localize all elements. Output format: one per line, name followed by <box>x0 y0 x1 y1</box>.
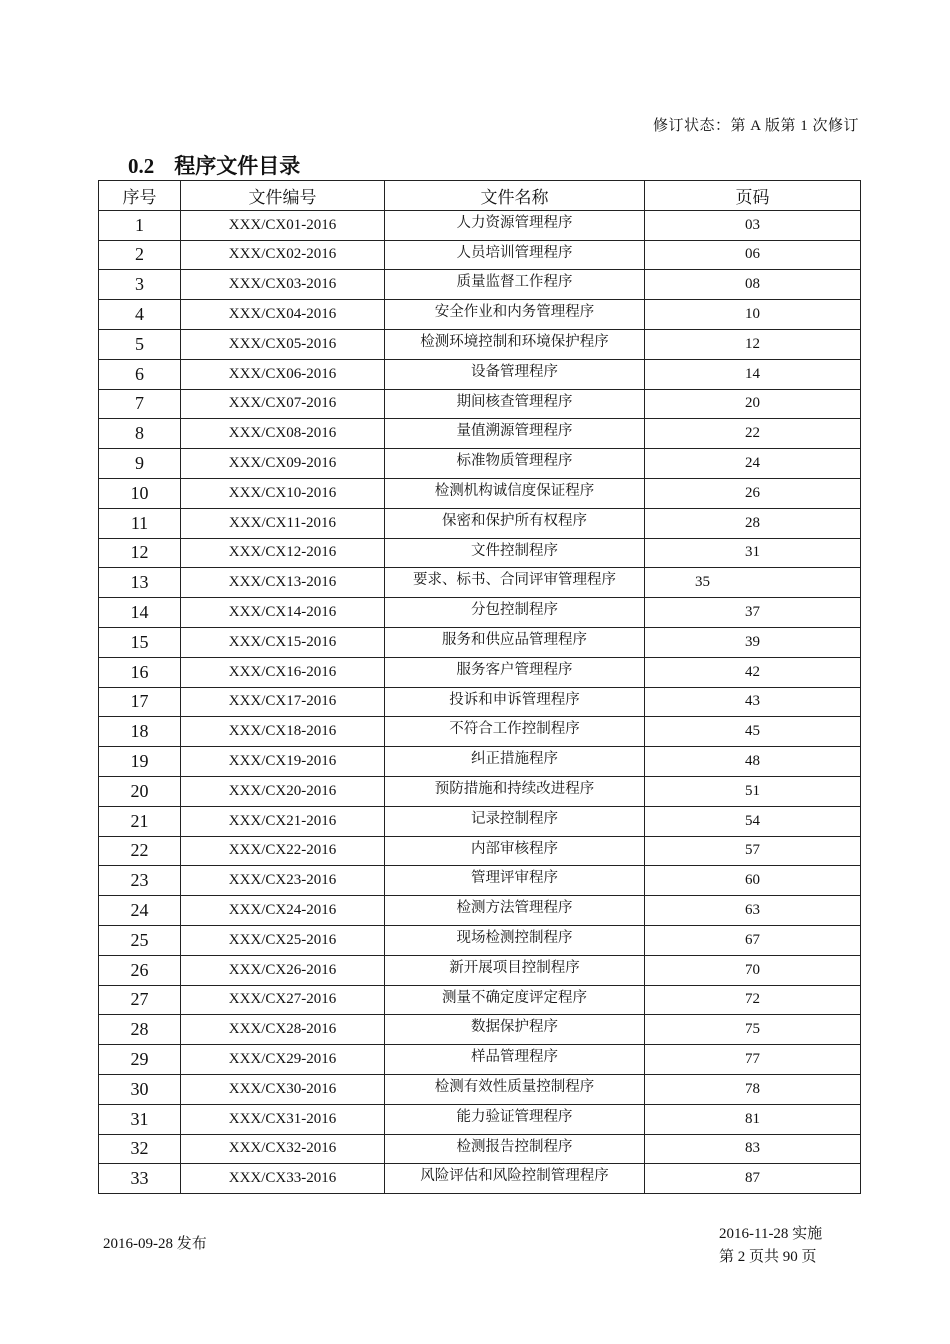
row-document-code: XXX/CX10-2016 <box>181 478 385 508</box>
row-document-code: XXX/CX02-2016 <box>181 240 385 270</box>
row-document-code: XXX/CX05-2016 <box>181 329 385 359</box>
row-document-name: 风险评估和风险控制管理程序 <box>385 1164 645 1194</box>
row-document-code: XXX/CX03-2016 <box>181 270 385 300</box>
row-document-code: XXX/CX32-2016 <box>181 1134 385 1164</box>
row-document-code: XXX/CX31-2016 <box>181 1104 385 1134</box>
row-document-code: XXX/CX20-2016 <box>181 776 385 806</box>
row-number: 25 <box>99 925 181 955</box>
row-number: 17 <box>99 687 181 717</box>
table-row <box>99 508 861 538</box>
row-page: 63 <box>645 896 861 926</box>
table-row <box>99 866 861 896</box>
row-document-name: 文件控制程序 <box>385 538 645 568</box>
row-number: 11 <box>99 508 181 538</box>
row-number: 18 <box>99 717 181 747</box>
row-page: 60 <box>645 866 861 896</box>
row-document-code: XXX/CX30-2016 <box>181 1074 385 1104</box>
page-number: 第 2 页共 90 页 <box>719 1249 817 1265</box>
row-document-name: 检测报告控制程序 <box>385 1134 645 1164</box>
row-number: 13 <box>99 568 181 598</box>
row-document-name: 分包控制程序 <box>385 598 645 628</box>
row-document-name: 服务客户管理程序 <box>385 657 645 687</box>
table-row <box>99 955 861 985</box>
row-document-name: 量值溯源管理程序 <box>385 419 645 449</box>
table-row <box>99 1164 861 1194</box>
row-number: 26 <box>99 955 181 985</box>
row-document-code: XXX/CX28-2016 <box>181 1015 385 1045</box>
row-document-code: XXX/CX33-2016 <box>181 1164 385 1194</box>
row-document-code: XXX/CX01-2016 <box>181 210 385 240</box>
row-document-name: 人员培训管理程序 <box>385 240 645 270</box>
row-number: 10 <box>99 478 181 508</box>
column-header-no: 序号 <box>99 181 181 211</box>
row-number: 2 <box>99 240 181 270</box>
row-document-name: 质量监督工作程序 <box>385 270 645 300</box>
section-title: 程序文件目录 <box>174 154 301 178</box>
row-number: 7 <box>99 389 181 419</box>
table-row <box>99 210 861 240</box>
row-page: 54 <box>645 806 861 836</box>
row-document-name: 样品管理程序 <box>385 1045 645 1075</box>
row-document-code: XXX/CX04-2016 <box>181 300 385 330</box>
row-document-code: XXX/CX13-2016 <box>181 568 385 598</box>
table-row <box>99 568 861 598</box>
row-number: 14 <box>99 598 181 628</box>
row-page: 28 <box>645 508 861 538</box>
row-number: 1 <box>99 210 181 240</box>
row-document-name: 内部审核程序 <box>385 836 645 866</box>
row-page: 57 <box>645 836 861 866</box>
row-document-name: 检测环境控制和环境保护程序 <box>385 329 645 359</box>
section-heading <box>128 150 300 180</box>
table-row <box>99 300 861 330</box>
column-header-code: 文件编号 <box>181 181 385 211</box>
row-document-code: XXX/CX18-2016 <box>181 717 385 747</box>
row-number: 21 <box>99 806 181 836</box>
row-document-name: 设备管理程序 <box>385 359 645 389</box>
row-number: 30 <box>99 1074 181 1104</box>
row-document-name: 管理评审程序 <box>385 866 645 896</box>
table-row <box>99 776 861 806</box>
table-row <box>99 657 861 687</box>
row-page: 78 <box>645 1074 861 1104</box>
row-number: 20 <box>99 776 181 806</box>
table-row <box>99 240 861 270</box>
section-number: 0.2 <box>128 154 155 178</box>
row-page: 42 <box>645 657 861 687</box>
row-page: 70 <box>645 955 861 985</box>
row-number: 3 <box>99 270 181 300</box>
row-number: 19 <box>99 747 181 777</box>
row-document-code: XXX/CX22-2016 <box>181 836 385 866</box>
row-page: 37 <box>645 598 861 628</box>
row-document-code: XXX/CX25-2016 <box>181 925 385 955</box>
table-row <box>99 359 861 389</box>
table-row <box>99 538 861 568</box>
table-row <box>99 478 861 508</box>
row-document-name: 记录控制程序 <box>385 806 645 836</box>
row-page: 39 <box>645 627 861 657</box>
table-row <box>99 1015 861 1045</box>
row-document-code: XXX/CX23-2016 <box>181 866 385 896</box>
table-row <box>99 1045 861 1075</box>
row-number: 5 <box>99 329 181 359</box>
row-page: 14 <box>645 359 861 389</box>
row-document-code: XXX/CX12-2016 <box>181 538 385 568</box>
row-document-name: 期间核查管理程序 <box>385 389 645 419</box>
row-document-name: 纠正措施程序 <box>385 747 645 777</box>
table-body <box>99 210 861 1193</box>
row-page: 22 <box>645 419 861 449</box>
row-document-code: XXX/CX09-2016 <box>181 449 385 479</box>
row-document-name: 数据保护程序 <box>385 1015 645 1045</box>
implement-date: 2016-11-28 实施 <box>719 1226 823 1242</box>
row-document-code: XXX/CX26-2016 <box>181 955 385 985</box>
row-page: 24 <box>645 449 861 479</box>
row-document-code: XXX/CX07-2016 <box>181 389 385 419</box>
row-number: 27 <box>99 985 181 1015</box>
row-page: 48 <box>645 747 861 777</box>
publish-date: 2016-09-28 发布 <box>103 1236 207 1252</box>
row-document-code: XXX/CX16-2016 <box>181 657 385 687</box>
table-row <box>99 389 861 419</box>
row-document-code: XXX/CX15-2016 <box>181 627 385 657</box>
revision-status: 修订状态：第 A 版第 1 次修订 <box>652 118 859 134</box>
row-number: 6 <box>99 359 181 389</box>
row-page: 72 <box>645 985 861 1015</box>
row-page: 45 <box>645 717 861 747</box>
row-number: 4 <box>99 300 181 330</box>
row-document-code: XXX/CX29-2016 <box>181 1045 385 1075</box>
row-page: 08 <box>645 270 861 300</box>
row-document-name: 不符合工作控制程序 <box>385 717 645 747</box>
row-document-code: XXX/CX21-2016 <box>181 806 385 836</box>
row-page: 35 <box>645 568 861 598</box>
row-document-name: 人力资源管理程序 <box>385 210 645 240</box>
table-row <box>99 836 861 866</box>
table-row <box>99 806 861 836</box>
row-document-name: 能力验证管理程序 <box>385 1104 645 1134</box>
row-page: 77 <box>645 1045 861 1075</box>
table-row <box>99 627 861 657</box>
row-document-name: 检测方法管理程序 <box>385 896 645 926</box>
table-row <box>99 1134 861 1164</box>
table-header-row <box>99 181 861 211</box>
table-row <box>99 1104 861 1134</box>
row-page: 06 <box>645 240 861 270</box>
table-row <box>99 598 861 628</box>
table-row <box>99 419 861 449</box>
row-document-code: XXX/CX19-2016 <box>181 747 385 777</box>
row-page: 20 <box>645 389 861 419</box>
column-header-name: 文件名称 <box>385 181 645 211</box>
row-number: 15 <box>99 627 181 657</box>
row-document-code: XXX/CX17-2016 <box>181 687 385 717</box>
row-number: 12 <box>99 538 181 568</box>
row-document-name: 预防措施和持续改进程序 <box>385 776 645 806</box>
row-number: 33 <box>99 1164 181 1194</box>
row-document-name: 保密和保护所有权程序 <box>385 508 645 538</box>
row-number: 16 <box>99 657 181 687</box>
row-document-name: 现场检测控制程序 <box>385 925 645 955</box>
table-row <box>99 329 861 359</box>
row-page: 83 <box>645 1134 861 1164</box>
row-document-code: XXX/CX06-2016 <box>181 359 385 389</box>
row-number: 24 <box>99 896 181 926</box>
row-page: 10 <box>645 300 861 330</box>
row-document-name: 安全作业和内务管理程序 <box>385 300 645 330</box>
row-document-code: XXX/CX24-2016 <box>181 896 385 926</box>
row-document-name: 要求、标书、合同评审管理程序 <box>385 568 645 598</box>
row-document-name: 测量不确定度评定程序 <box>385 985 645 1015</box>
row-page: 03 <box>645 210 861 240</box>
table-row <box>99 270 861 300</box>
row-page: 51 <box>645 776 861 806</box>
row-number: 9 <box>99 449 181 479</box>
row-document-name: 新开展项目控制程序 <box>385 955 645 985</box>
row-document-name: 检测有效性质量控制程序 <box>385 1074 645 1104</box>
row-document-name: 服务和供应品管理程序 <box>385 627 645 657</box>
row-document-code: XXX/CX14-2016 <box>181 598 385 628</box>
row-page: 75 <box>645 1015 861 1045</box>
table-row <box>99 985 861 1015</box>
table-row <box>99 449 861 479</box>
row-page: 81 <box>645 1104 861 1134</box>
row-number: 31 <box>99 1104 181 1134</box>
row-document-code: XXX/CX27-2016 <box>181 985 385 1015</box>
table-row <box>99 896 861 926</box>
table-row <box>99 925 861 955</box>
table-row <box>99 717 861 747</box>
row-document-code: XXX/CX08-2016 <box>181 419 385 449</box>
row-number: 23 <box>99 866 181 896</box>
row-page: 67 <box>645 925 861 955</box>
row-number: 32 <box>99 1134 181 1164</box>
row-page: 31 <box>645 538 861 568</box>
table-row <box>99 687 861 717</box>
table-row <box>99 1074 861 1104</box>
table-row <box>99 747 861 777</box>
column-header-page: 页码 <box>645 181 861 211</box>
procedure-index-table <box>98 180 861 1194</box>
row-document-name: 标准物质管理程序 <box>385 449 645 479</box>
row-document-name: 检测机构诚信度保证程序 <box>385 478 645 508</box>
row-number: 28 <box>99 1015 181 1045</box>
row-document-code: XXX/CX11-2016 <box>181 508 385 538</box>
row-document-name: 投诉和申诉管理程序 <box>385 687 645 717</box>
row-number: 8 <box>99 419 181 449</box>
row-page: 12 <box>645 329 861 359</box>
row-number: 29 <box>99 1045 181 1075</box>
row-page: 87 <box>645 1164 861 1194</box>
row-page: 43 <box>645 687 861 717</box>
row-number: 22 <box>99 836 181 866</box>
row-page: 26 <box>645 478 861 508</box>
